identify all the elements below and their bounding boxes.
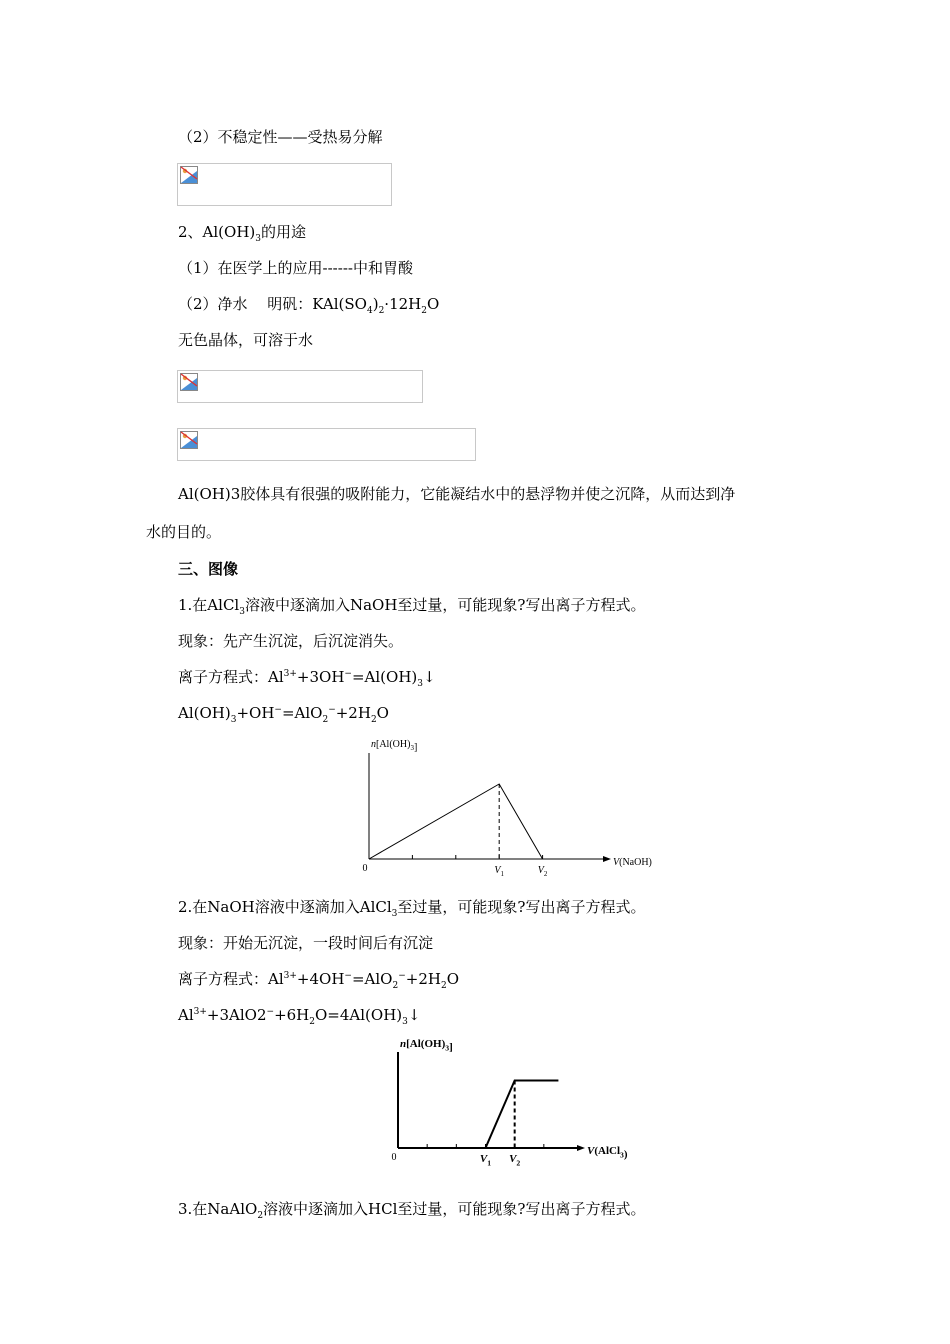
tick-label-v1: $V_1$ [479, 1153, 492, 1168]
colloid-paragraph-line-2: 水的目的。 [146, 523, 222, 541]
chart-alcl3-into-naoh [385, 1035, 628, 1175]
use-title: 2、$Al(OH)_3$的用途 [178, 223, 307, 244]
phenomenon-2: 现象：开始无沉淀，一段时间后有沉淀 [178, 934, 434, 952]
broken-image-equation-2 [177, 370, 423, 403]
tick-label-v1: $V_1$ [494, 865, 504, 878]
water-purification-line: （2）净水 明矾：$KAl(SO_4)_2\cdot 12H_2O$ [178, 295, 440, 316]
medical-use-line: （1）在医学上的应用------中和胃酸 [178, 259, 413, 277]
ionic-equation-1: 离子方程式：$Al^{3+}+3OH^-=Al(OH)_3↓$ [178, 668, 436, 689]
x-axis-arrow [577, 1145, 585, 1151]
broken-image-icon [180, 431, 198, 449]
chart-naoh-into-alcl3 [355, 735, 652, 880]
origin-label: 0 [362, 863, 368, 874]
broken-image-equation-3 [177, 428, 476, 461]
colloid-paragraph-line-1: Al(OH)3胶体具有很强的吸附能力，它能凝结水中的悬浮物并使之沉降，从而达到净 [178, 485, 736, 503]
data-line [398, 1081, 558, 1149]
tick-label-v2: $V_2$ [509, 1153, 521, 1168]
ionic-equation-3: 离子方程式：$Al^{3+}+4OH^-=AlO_2^-+2H_2O$ [178, 970, 459, 991]
section-heading: 三、图像 [178, 560, 239, 578]
phenomenon-1: 现象：先产生沉淀，后沉淀消失。 [178, 632, 404, 650]
x-axis-label: V(AlCl$_3$) [587, 1145, 628, 1161]
ionic-equation-4: $Al^{3+}+3AlO2^-+6H_2O=4Al(OH)_3↓$ [178, 1006, 421, 1027]
y-axis-label: $n[Al(OH)_3]$ [371, 739, 418, 753]
tick-label-v2: $V_2$ [537, 865, 548, 878]
crystal-line: 无色晶体，可溶于水 [178, 331, 314, 349]
x-axis-arrow [603, 856, 611, 862]
y-axis-label: $n[Al(OH)_3]$ [400, 1038, 453, 1054]
x-axis-label: V(NaOH) [613, 857, 652, 868]
question-3: 3.在NaAlO$_2$溶液中逐滴加入HCl至过量，可能现象?写出离子方程式。 [178, 1200, 646, 1221]
ionic-equation-2: $Al(OH)_3+OH^-=AlO_2^-+2H_2O$ [178, 704, 389, 725]
broken-image-equation-1 [177, 163, 392, 206]
question-1: 1.在AlCl$_3$溶液中逐滴加入NaOH至过量，可能现象?写出离子方程式。 [178, 596, 646, 617]
broken-image-icon [180, 166, 198, 184]
broken-image-icon [180, 373, 198, 391]
data-line [369, 784, 543, 859]
question-2: 2.在NaOH溶液中逐滴加入AlCl$_3$至过量，可能现象?写出离子方程式。 [178, 898, 646, 919]
instability-line: （2）不稳定性——受热易分解 [178, 128, 383, 146]
origin-label: 0 [391, 1152, 397, 1163]
